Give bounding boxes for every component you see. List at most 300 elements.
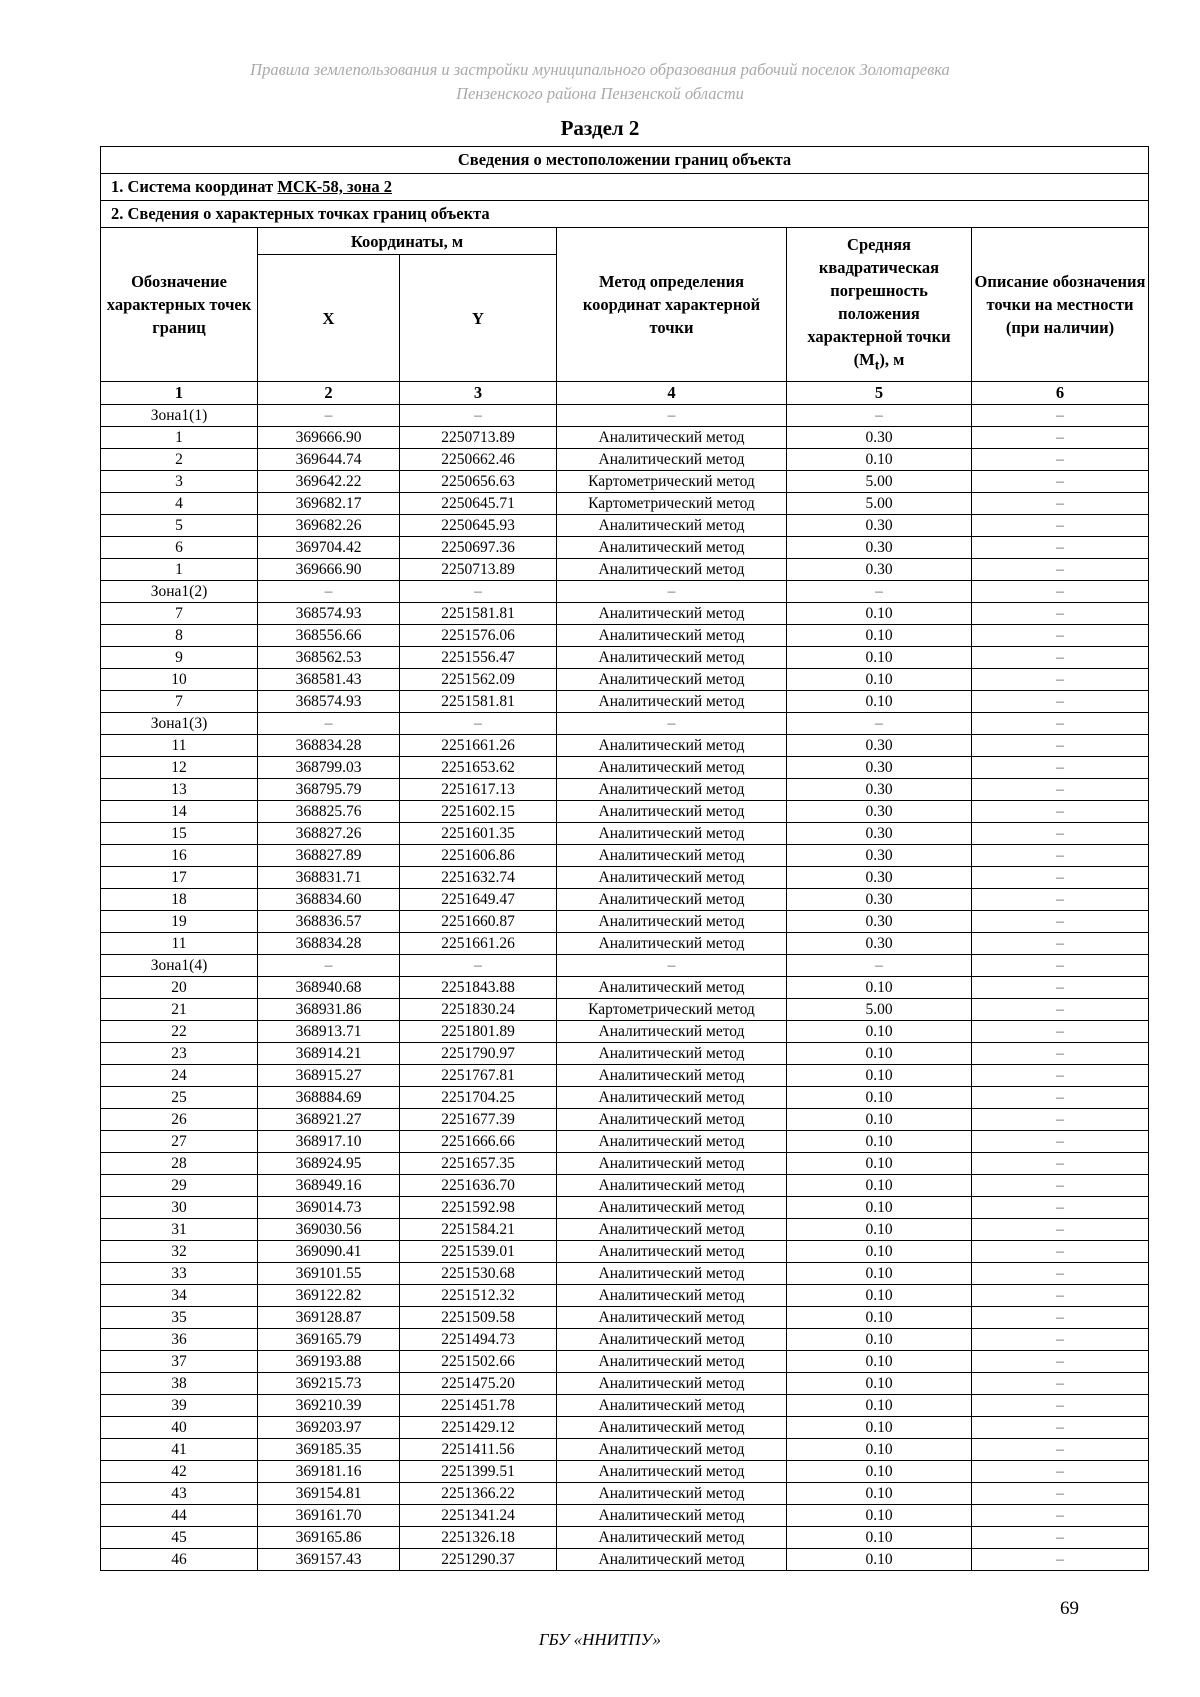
cell-y: 2251632.74 [400, 867, 557, 889]
cell-error: 0.10 [787, 1351, 972, 1373]
table-row [101, 669, 1149, 691]
coord-system-value: МСК-58, зона 2 [277, 177, 392, 196]
cell-error: 0.10 [787, 1131, 972, 1153]
cell-designation: 35 [101, 1307, 258, 1329]
table-row [101, 889, 1149, 911]
cell-method: Аналитический метод [557, 867, 787, 889]
cell-y: 2251475.20 [400, 1373, 557, 1395]
cell-method: Аналитический метод [557, 1329, 787, 1351]
cell-x: 369090.41 [258, 1241, 400, 1263]
cell-x: 369644.74 [258, 449, 400, 471]
cell-designation: 27 [101, 1131, 258, 1153]
table-row [101, 1219, 1149, 1241]
cell-error: 0.10 [787, 1109, 972, 1131]
table-row [101, 977, 1149, 999]
cell-method: Аналитический метод [557, 1461, 787, 1483]
cell-y: 2250697.36 [400, 537, 557, 559]
cell-y: 2251429.12 [400, 1417, 557, 1439]
cell-x: 369666.90 [258, 427, 400, 449]
cell-description: – [972, 603, 1149, 625]
cell-x: 368834.28 [258, 735, 400, 757]
column-number: 6 [972, 382, 1149, 405]
cell-y: 2251530.68 [400, 1263, 557, 1285]
cell-y: 2251581.81 [400, 691, 557, 713]
cell-x: 368913.71 [258, 1021, 400, 1043]
cell-designation: 6 [101, 537, 258, 559]
cell-y: 2251636.70 [400, 1175, 557, 1197]
cell-y: 2251366.22 [400, 1483, 557, 1505]
cell-method: Аналитический метод [557, 1307, 787, 1329]
cell-designation: 21 [101, 999, 258, 1021]
cell-y: 2251326.18 [400, 1527, 557, 1549]
cell-x: 368921.27 [258, 1109, 400, 1131]
cell-error: 0.30 [787, 823, 972, 845]
cell-method: – [557, 581, 787, 603]
cell-y: 2250645.93 [400, 515, 557, 537]
cell-y: 2251661.26 [400, 735, 557, 757]
cell-method: Аналитический метод [557, 1043, 787, 1065]
cell-description: – [972, 1153, 1149, 1175]
cell-x: – [258, 405, 400, 427]
cell-error: 5.00 [787, 471, 972, 493]
cell-method: Аналитический метод [557, 1351, 787, 1373]
footer-organization: ГБУ «ННИТПУ» [538, 1630, 662, 1649]
cell-error: 0.10 [787, 1395, 972, 1417]
cell-designation: 15 [101, 823, 258, 845]
cell-method: Аналитический метод [557, 779, 787, 801]
cell-designation: 24 [101, 1065, 258, 1087]
table-row [101, 471, 1149, 493]
cell-x: 369666.90 [258, 559, 400, 581]
cell-error: 0.10 [787, 1065, 972, 1087]
cell-error: 0.10 [787, 1263, 972, 1285]
cell-designation: 37 [101, 1351, 258, 1373]
cell-y: 2251790.97 [400, 1043, 557, 1065]
cell-method: Картометрический метод [557, 999, 787, 1021]
cell-designation: 33 [101, 1263, 258, 1285]
cell-method: Аналитический метод [557, 1109, 787, 1131]
running-header-line-2: Пензенского района Пензенской области [456, 84, 744, 103]
cell-y: 2251581.81 [400, 603, 557, 625]
table-row [101, 581, 1149, 603]
cell-designation: 8 [101, 625, 258, 647]
cell-method: Аналитический метод [557, 647, 787, 669]
cell-y: 2251502.66 [400, 1351, 557, 1373]
cell-designation: 10 [101, 669, 258, 691]
cell-method: Аналитический метод [557, 1175, 787, 1197]
cell-x: 369704.42 [258, 537, 400, 559]
table-row [101, 603, 1149, 625]
cell-description: – [972, 1351, 1149, 1373]
cell-method: Аналитический метод [557, 449, 787, 471]
cell-error: 0.10 [787, 625, 972, 647]
cell-method: Аналитический метод [557, 1131, 787, 1153]
cell-method: Аналитический метод [557, 1395, 787, 1417]
cell-description: – [972, 1021, 1149, 1043]
cell-designation: 20 [101, 977, 258, 999]
cell-y: 2251602.15 [400, 801, 557, 823]
cell-description: – [972, 449, 1149, 471]
cell-designation: 14 [101, 801, 258, 823]
cell-x: – [258, 713, 400, 735]
cell-description: – [972, 691, 1149, 713]
cell-error: 0.30 [787, 559, 972, 581]
table-row [101, 559, 1149, 581]
cell-x: 368825.76 [258, 801, 400, 823]
cell-description: – [972, 955, 1149, 977]
cell-description: – [972, 1065, 1149, 1087]
cell-description: – [972, 713, 1149, 735]
table-row [101, 1153, 1149, 1175]
cell-y: 2251512.32 [400, 1285, 557, 1307]
cell-method: Аналитический метод [557, 691, 787, 713]
table-row [101, 1109, 1149, 1131]
cell-x: 369165.79 [258, 1329, 400, 1351]
column-number: 1 [101, 382, 258, 405]
cell-method: Аналитический метод [557, 1549, 787, 1571]
table-row [101, 1549, 1149, 1571]
cell-y: – [400, 713, 557, 735]
cell-designation: 39 [101, 1395, 258, 1417]
cell-x: 368562.53 [258, 647, 400, 669]
cell-designation: 7 [101, 691, 258, 713]
table-row [101, 691, 1149, 713]
table-row [101, 955, 1149, 977]
header-error [787, 228, 972, 382]
table-row [101, 1461, 1149, 1483]
cell-designation: 46 [101, 1549, 258, 1571]
table-row [101, 1043, 1149, 1065]
cell-designation: 23 [101, 1043, 258, 1065]
cell-method: Аналитический метод [557, 1417, 787, 1439]
cell-error: 0.10 [787, 1219, 972, 1241]
table-row [101, 1417, 1149, 1439]
cell-description: – [972, 757, 1149, 779]
cell-error: 0.30 [787, 735, 972, 757]
cell-description: – [972, 405, 1149, 427]
cell-error: 0.30 [787, 427, 972, 449]
table-row [101, 1307, 1149, 1329]
cell-description: – [972, 845, 1149, 867]
cell-x: 369014.73 [258, 1197, 400, 1219]
cell-method: Аналитический метод [557, 1483, 787, 1505]
cell-x: 368931.86 [258, 999, 400, 1021]
cell-x: 368581.43 [258, 669, 400, 691]
cell-y: 2251556.47 [400, 647, 557, 669]
cell-y: 2251649.47 [400, 889, 557, 911]
cell-error: 0.10 [787, 1417, 972, 1439]
cell-description: – [972, 581, 1149, 603]
cell-description: – [972, 1417, 1149, 1439]
table-row [101, 757, 1149, 779]
cell-y: 2251290.37 [400, 1549, 557, 1571]
cell-x: 368917.10 [258, 1131, 400, 1153]
cell-description: – [972, 1307, 1149, 1329]
table-row [101, 823, 1149, 845]
header-x: X [258, 255, 400, 382]
cell-description: – [972, 1175, 1149, 1197]
cell-designation: 11 [101, 735, 258, 757]
cell-method: Аналитический метод [557, 911, 787, 933]
cell-description: – [972, 1461, 1149, 1483]
cell-method: Аналитический метод [557, 1285, 787, 1307]
cell-designation: 38 [101, 1373, 258, 1395]
cell-description: – [972, 1109, 1149, 1131]
table-row [101, 735, 1149, 757]
cell-x: 368827.89 [258, 845, 400, 867]
cell-error: 0.10 [787, 1329, 972, 1351]
header-coordinates: Координаты, м [258, 228, 557, 255]
cell-x: 369161.70 [258, 1505, 400, 1527]
cell-error: 0.10 [787, 1153, 972, 1175]
cell-error: – [787, 713, 972, 735]
cell-x: 368836.57 [258, 911, 400, 933]
cell-error: 0.10 [787, 449, 972, 471]
cell-description: – [972, 1483, 1149, 1505]
table-row [101, 1131, 1149, 1153]
cell-description: – [972, 1285, 1149, 1307]
cell-x: 369181.16 [258, 1461, 400, 1483]
cell-description: – [972, 1549, 1149, 1571]
cell-designation: 1 [101, 559, 258, 581]
cell-x: 369128.87 [258, 1307, 400, 1329]
cell-designation: 32 [101, 1241, 258, 1263]
cell-y: 2251657.35 [400, 1153, 557, 1175]
cell-description: – [972, 471, 1149, 493]
cell-y: 2251677.39 [400, 1109, 557, 1131]
cell-designation: 11 [101, 933, 258, 955]
column-number: 4 [557, 382, 787, 405]
cell-x: 369215.73 [258, 1373, 400, 1395]
cell-error: 0.10 [787, 1241, 972, 1263]
cell-description: – [972, 1263, 1149, 1285]
cell-designation: 25 [101, 1087, 258, 1109]
cell-designation: 29 [101, 1175, 258, 1197]
cell-designation: 40 [101, 1417, 258, 1439]
cell-y: 2251704.25 [400, 1087, 557, 1109]
cell-x: 368831.71 [258, 867, 400, 889]
cell-method: Аналитический метод [557, 889, 787, 911]
header-method: Метод определения координат характерной точки [557, 228, 787, 382]
cell-x: 369682.26 [258, 515, 400, 537]
cell-y: 2250662.46 [400, 449, 557, 471]
cell-x: 368799.03 [258, 757, 400, 779]
cell-x: 368834.60 [258, 889, 400, 911]
cell-x: 368556.66 [258, 625, 400, 647]
cell-y: – [400, 405, 557, 427]
cell-method: Аналитический метод [557, 1263, 787, 1285]
cell-method: Аналитический метод [557, 1527, 787, 1549]
cell-description: – [972, 779, 1149, 801]
cell-designation: 31 [101, 1219, 258, 1241]
cell-method: Аналитический метод [557, 625, 787, 647]
cell-x: 369154.81 [258, 1483, 400, 1505]
cell-y: 2251606.86 [400, 845, 557, 867]
coord-system-row [101, 174, 1149, 201]
cell-description: – [972, 1043, 1149, 1065]
cell-error: 0.30 [787, 515, 972, 537]
table-row [101, 1527, 1149, 1549]
cell-designation: 5 [101, 515, 258, 537]
cell-designation: 43 [101, 1483, 258, 1505]
cell-method: Аналитический метод [557, 427, 787, 449]
cell-y: 2251767.81 [400, 1065, 557, 1087]
cell-description: – [972, 493, 1149, 515]
cell-y: 2251576.06 [400, 625, 557, 647]
header-y: Y [400, 255, 557, 382]
cell-description: – [972, 1373, 1149, 1395]
cell-error: 0.10 [787, 1087, 972, 1109]
cell-designation: 26 [101, 1109, 258, 1131]
table-row [101, 1395, 1149, 1417]
cell-designation: 36 [101, 1329, 258, 1351]
cell-method: Аналитический метод [557, 977, 787, 999]
cell-y: 2251617.13 [400, 779, 557, 801]
cell-description: – [972, 647, 1149, 669]
cell-y: 2251341.24 [400, 1505, 557, 1527]
cell-designation: Зона1(1) [101, 405, 258, 427]
cell-description: – [972, 999, 1149, 1021]
cell-x: 369210.39 [258, 1395, 400, 1417]
cell-description: – [972, 1395, 1149, 1417]
cell-error: 0.10 [787, 1373, 972, 1395]
cell-y: – [400, 581, 557, 603]
cell-error: 0.30 [787, 933, 972, 955]
cell-y: 2251830.24 [400, 999, 557, 1021]
cell-x: 369642.22 [258, 471, 400, 493]
cell-error: 0.10 [787, 669, 972, 691]
cell-method: Картометрический метод [557, 493, 787, 515]
cell-error: 0.30 [787, 779, 972, 801]
cell-error: 0.10 [787, 1307, 972, 1329]
cell-error: 0.30 [787, 757, 972, 779]
cell-designation: 30 [101, 1197, 258, 1219]
running-header-line-1: Правила землепользования и застройки муниципального образования рабочий поселок Золотаревка [250, 60, 950, 79]
cell-y: 2251411.56 [400, 1439, 557, 1461]
cell-y: 2251562.09 [400, 669, 557, 691]
cell-description: – [972, 933, 1149, 955]
cell-method: – [557, 713, 787, 735]
table-row [101, 515, 1149, 537]
cell-description: – [972, 867, 1149, 889]
cell-x: 368574.93 [258, 691, 400, 713]
cell-error: 0.10 [787, 1175, 972, 1197]
cell-method: Аналитический метод [557, 1219, 787, 1241]
table-row [101, 1087, 1149, 1109]
cell-description: – [972, 1197, 1149, 1219]
cell-y: 2250713.89 [400, 559, 557, 581]
cell-description: – [972, 537, 1149, 559]
cell-error: 0.10 [787, 1549, 972, 1571]
cell-description: – [972, 823, 1149, 845]
cell-error: 0.10 [787, 691, 972, 713]
cell-error: 0.10 [787, 1021, 972, 1043]
cell-x: 369165.86 [258, 1527, 400, 1549]
cell-designation: 18 [101, 889, 258, 911]
cell-method: Аналитический метод [557, 823, 787, 845]
cell-method: Аналитический метод [557, 559, 787, 581]
cell-method: Аналитический метод [557, 1505, 787, 1527]
header-error-text: Средняя квадратическая погрешность положения характерной точки (М [807, 234, 951, 369]
cell-designation: 28 [101, 1153, 258, 1175]
header-error-subscript: t [874, 357, 880, 373]
cell-method: Аналитический метод [557, 801, 787, 823]
cell-method: Аналитический метод [557, 1241, 787, 1263]
cell-y: 2251666.66 [400, 1131, 557, 1153]
cell-y: 2251843.88 [400, 977, 557, 999]
cell-designation: 13 [101, 779, 258, 801]
cell-method: – [557, 955, 787, 977]
cell-description: – [972, 1219, 1149, 1241]
cell-error: 0.30 [787, 801, 972, 823]
cell-x: 369030.56 [258, 1219, 400, 1241]
cell-y: 2251494.73 [400, 1329, 557, 1351]
cell-error: 0.10 [787, 603, 972, 625]
column-number: 2 [258, 382, 400, 405]
cell-error: 0.30 [787, 537, 972, 559]
column-number: 5 [787, 382, 972, 405]
cell-designation: 17 [101, 867, 258, 889]
cell-x: – [258, 955, 400, 977]
cell-y: 2251451.78 [400, 1395, 557, 1417]
cell-error: – [787, 405, 972, 427]
cell-x: 369682.17 [258, 493, 400, 515]
cell-method: Аналитический метод [557, 1373, 787, 1395]
cell-y: 2250645.71 [400, 493, 557, 515]
cell-error: 0.10 [787, 1461, 972, 1483]
table-row [101, 1175, 1149, 1197]
cell-designation: 9 [101, 647, 258, 669]
cell-designation: 44 [101, 1505, 258, 1527]
cell-designation: 22 [101, 1021, 258, 1043]
cell-description: – [972, 1439, 1149, 1461]
table-title: Сведения о местоположении границ объекта [101, 147, 1149, 174]
cell-x: 368574.93 [258, 603, 400, 625]
cell-method: Аналитический метод [557, 1439, 787, 1461]
cell-description: – [972, 735, 1149, 757]
cell-designation: 16 [101, 845, 258, 867]
cell-designation: 34 [101, 1285, 258, 1307]
table-row [101, 1439, 1149, 1461]
cell-designation: 3 [101, 471, 258, 493]
table-row [101, 1373, 1149, 1395]
table-row [101, 405, 1149, 427]
cell-error: 0.10 [787, 1483, 972, 1505]
cell-method: – [557, 405, 787, 427]
cell-description: – [972, 977, 1149, 999]
cell-designation: 42 [101, 1461, 258, 1483]
cell-method: Картометрический метод [557, 471, 787, 493]
cell-method: Аналитический метод [557, 1087, 787, 1109]
cell-error: 0.10 [787, 1527, 972, 1549]
table-row [101, 1065, 1149, 1087]
cell-description: – [972, 1241, 1149, 1263]
table-row [101, 449, 1149, 471]
cell-x: 368795.79 [258, 779, 400, 801]
cell-error: 0.10 [787, 1285, 972, 1307]
header-description: Описание обозначения точки на местности (при наличии) [972, 228, 1149, 382]
cell-description: – [972, 889, 1149, 911]
section-title: Раздел 2 [560, 116, 640, 140]
cell-y: 2251399.51 [400, 1461, 557, 1483]
cell-x: 368914.21 [258, 1043, 400, 1065]
cell-y: 2251601.35 [400, 823, 557, 845]
table-row [101, 1021, 1149, 1043]
cell-x: 368940.68 [258, 977, 400, 999]
cell-designation: Зона1(4) [101, 955, 258, 977]
cell-description: – [972, 1329, 1149, 1351]
table-row [101, 1263, 1149, 1285]
